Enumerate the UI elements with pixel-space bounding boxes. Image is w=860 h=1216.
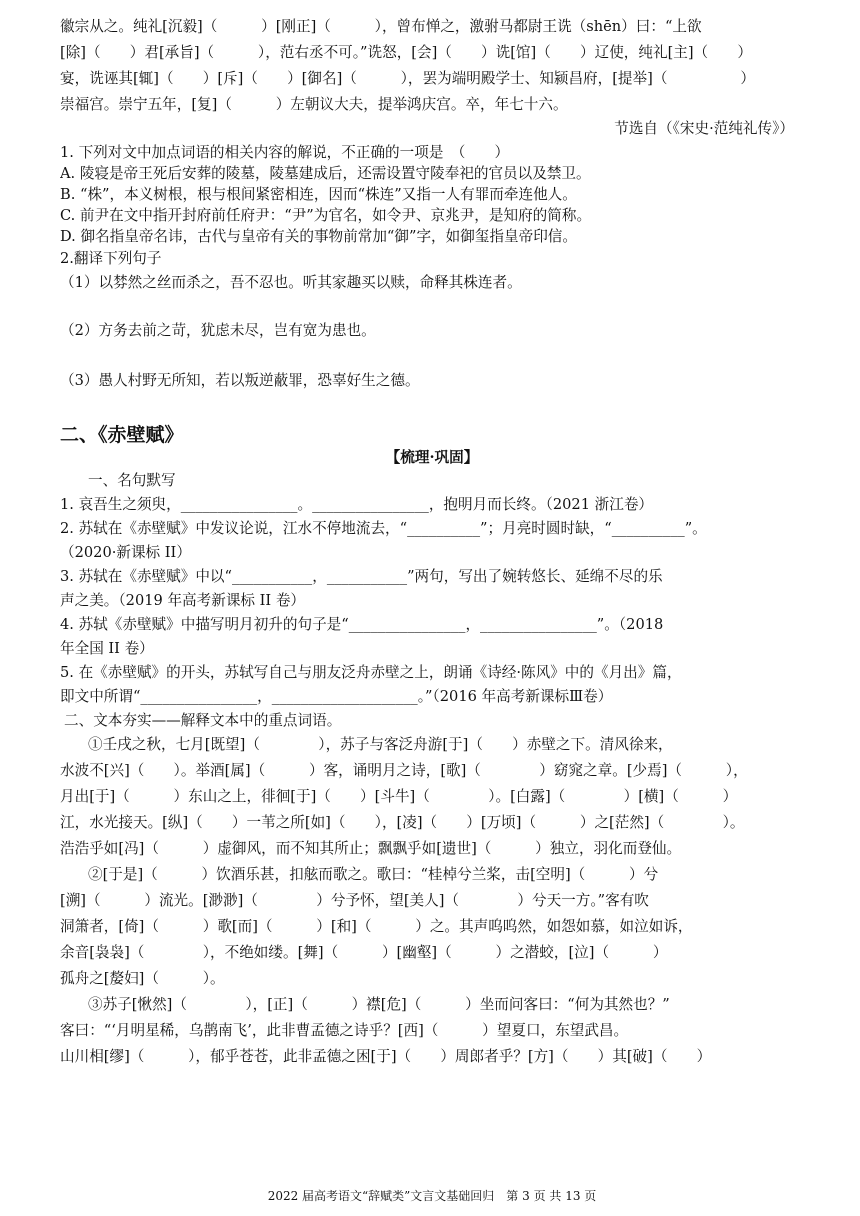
wenben-line: ②[于是]（ ）饮酒乐甚，扣舷而歌之。歌曰：“桂棹兮兰桨，击[空明]（ ）兮 — [88, 866, 659, 883]
option-a: A. 陵寝是帝王死后安葬的陵墓，陵墓建成后，还需设置守陵奉祀的官员以及禁卫。 — [60, 165, 591, 182]
part-heading: 一、名句默写 — [88, 472, 176, 489]
part-heading: 二、文本夯实——解释文本中的重点词语。 — [64, 712, 342, 729]
option-c: C. 前尹在文中指开封府前任府尹：“尹”为官名，如令尹、京兆尹，是知府的简称。 — [60, 207, 592, 224]
source-citation: 节选自（《宋史·范纯礼传》） — [614, 120, 794, 137]
text-line: 徽宗从之。纯礼[沉毅]（ ）[刚正]（ ），曾布惮之，激驸马都尉王诜（shēn）曰：“上欲 — [60, 18, 702, 35]
text-line: 宴，诜诬其[辄]（ ）[斥]（ ）[御名]（ ），罢为端明殿学士、知颍昌府，[提举]（ ） — [60, 70, 755, 87]
question-stem: 1. 下列对文中加点词语的相关内容的解说，不正确的一项是 （ ） — [60, 144, 510, 161]
wenben-line: 孤舟之[嫠妇]（ ）。 — [60, 970, 225, 987]
mingju-line: （2020·新课标 II） — [60, 544, 191, 561]
mingju-line: 即文中所谓“________________，____________________。”（2016 年高考新课标Ⅲ卷） — [60, 688, 613, 705]
document-page — [60, 0, 804, 1216]
wenben-line: ①壬戌之秋，七月[既望]（ ），苏子与客泛舟游[于]（ ）赤壁之下。清风徐来， — [88, 736, 673, 753]
translate-item: （3）愚人村野无所知，若以叛逆蔽罪，恐辜好生之德。 — [60, 372, 420, 389]
translate-item: （1）以棼然之丝而杀之，吾不忍也。听其家趣买以赎，命释其株连者。 — [60, 274, 522, 291]
translate-item: （2）方务去前之苛，犹虑未尽，岂有宽为患也。 — [60, 322, 376, 339]
wenben-line: 余音[袅袅]（ ），不绝如缕。[舞]（ ）[幽壑]（ ）之潜蛟，[泣]（ ） — [60, 944, 668, 961]
text-line: 崇福宫。崇宁五年，[复]（ ）左朝议大夫，提举鸿庆宫。卒，年七十六。 — [60, 96, 568, 113]
option-d: D. 御名指皇帝名讳，古代与皇帝有关的事物前常加“御”字，如御玺指皇帝印信。 — [60, 228, 577, 245]
wenben-line: ③苏子[愀然]（ ），[正]（ ）襟[危]（ ）坐而问客曰：“何为其然也？” — [88, 996, 670, 1013]
mingju-line: 4. 苏轼《赤壁赋》中描写明月初升的句子是“________________，________________”。（2018 — [60, 616, 664, 633]
question-stem: 2.翻译下列句子 — [60, 250, 162, 267]
section-title: 二、《赤壁赋》 — [60, 424, 184, 446]
wenben-line: 浩浩乎如[冯]（ ）虚御风，而不知其所止；飘飘乎如[遗世]（ ）独立，羽化而登仙。 — [60, 840, 682, 857]
wenben-line: 江，水光接天。[纵]（ ）一苇之所[如]（ ），[凌]（ ）[万顷]（ ）之[茫然]（ ）。 — [60, 814, 745, 831]
wenben-line: 月出[于]（ ）东山之上，徘徊[于]（ ）[斗牛]（ ）。[白露]（ ）[横]（ ） — [60, 788, 738, 805]
mingju-line: 1. 哀吾生之须臾，________________。________________，抱明月而长终。（2021 浙江卷） — [60, 496, 654, 513]
page-footer: 2022 届高考语文“辞赋类”文言文基础回归 第 3 页 共 13 页 — [267, 1189, 597, 1203]
wenben-line: 山川相[缪]（ ），郁乎苍苍，此非孟德之困[于]（ ）周郎者乎？[方]（ ）其[破]（ ） — [60, 1048, 712, 1065]
wenben-line: 洞箫者，[倚]（ ）歌[而]（ ）[和]（ ）之。其声呜呜然，如怨如慕，如泣如诉， — [60, 918, 693, 935]
wenben-line: [溯]（ ）流光。[渺渺]（ ）兮予怀，望[美人]（ ）兮天一方。”客有吹 — [60, 892, 649, 909]
wenben-line: 水波不[兴]（ ）。举酒[属]（ ）客，诵明月之诗，[歌]（ ）窈窕之章。[少焉]（ ）， — [60, 762, 748, 779]
text-line: [除]（ ）君[承旨]（ ），范右丞不可。”诜怒，[会]（ ）诜[馆]（ ）辽使，纯礼[主]（ ） — [60, 44, 752, 61]
option-b: B. “株”，本义树根，根与根间紧密相连，因而“株连”又指一人有罪而牵连他人。 — [60, 186, 577, 203]
mingju-line: 年全国 II 卷） — [60, 640, 154, 657]
mingju-line: 3. 苏轼在《赤壁赋》中以“___________，___________”两句，写出了婉转悠长、延绵不尽的乐 — [60, 568, 663, 585]
sub-heading: 【梳理·巩固】 — [385, 449, 479, 466]
wenben-line: 客曰：“‘月明星稀，乌鹊南飞’，此非曹孟德之诗乎？[西]（ ）望夏口，东望武昌。 — [60, 1022, 629, 1039]
mingju-line: 5. 在《赤壁赋》的开头，苏轼写自己与朋友泛舟赤壁之上，朗诵《诗经·陈风》中的《月出》篇， — [60, 664, 682, 681]
mingju-line: 2. 苏轼在《赤壁赋》中发议论说，江水不停地流去，“__________”；月亮时圆时缺，“__________”。 — [60, 520, 707, 537]
mingju-line: 声之美。（2019 年高考新课标 II 卷） — [60, 592, 306, 609]
